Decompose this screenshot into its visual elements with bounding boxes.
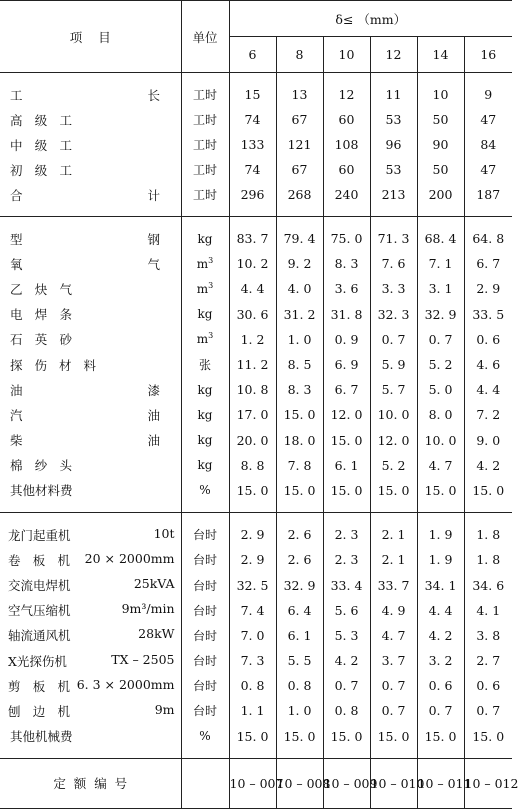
table-row [0,453,512,478]
value-cell: 9 [464,82,512,107]
row-spec: 9m³/min [121,601,175,617]
table-row [0,251,512,276]
value-cell: 187 [464,182,512,207]
value-cell: 67 [276,157,323,182]
table-row [0,598,512,623]
value-cell: 5. 3 [323,623,370,648]
row-name: 型 钢 [10,231,160,247]
row-unit: 工时 [181,107,229,132]
row-name: 其他材料费 [10,483,73,499]
value-cell: 34. 1 [417,572,464,597]
value-cell: 2. 1 [370,547,417,572]
value-cell: 5. 9 [370,352,417,377]
value-cell: 3. 7 [370,648,417,673]
value-cell: 4. 0 [276,276,323,301]
value-cell: 0. 6 [464,327,512,352]
value-cell: 240 [323,182,370,207]
footer-code: 10 – 007 [229,758,276,808]
value-cell: 15. 0 [370,478,417,503]
row-unit: 工时 [181,182,229,207]
row-name: 中 级 工 [10,137,72,153]
footer-code: 10 – 009 [323,758,370,808]
row-name: 初 级 工 [10,162,72,178]
row-spec: TX – 2505 [111,651,175,667]
value-cell: 6. 1 [276,623,323,648]
value-cell: 2. 7 [464,648,512,673]
value-cell: 68. 4 [417,226,464,251]
row-spec: 6. 3 × 2000mm [76,676,175,692]
value-cell: 3. 3 [370,276,417,301]
value-cell: 4. 2 [417,623,464,648]
table-row [0,724,512,749]
header-col: 6 [229,37,276,73]
value-cell: 53 [370,157,417,182]
row-name [0,623,181,648]
value-cell: 15. 0 [323,428,370,453]
value-cell: 7. 2 [464,402,512,427]
value-cell: 0. 7 [370,673,417,698]
row-unit: 工时 [181,82,229,107]
header-col: 16 [464,37,512,73]
row-name [0,598,181,623]
row-spec: 25kVA [133,576,175,592]
value-cell: 47 [464,157,512,182]
row-name: 高 级 工 [10,112,72,128]
value-cell: 4. 2 [323,648,370,673]
value-cell: 12 [323,82,370,107]
value-cell: 7. 6 [370,251,417,276]
row-name [0,547,181,572]
row-name-text: 空气压缩机 [8,603,71,619]
value-cell: 0. 6 [464,673,512,698]
value-cell: 15. 0 [323,724,370,749]
footer-code: 10 – 011 [417,758,464,808]
value-cell: 108 [323,132,370,157]
value-cell: 8. 3 [276,377,323,402]
row-name: 合 计 [10,187,160,203]
value-cell: 15. 0 [276,478,323,503]
value-cell: 83. 7 [229,226,276,251]
value-cell: 213 [370,182,417,207]
value-cell: 84 [464,132,512,157]
value-cell: 79. 4 [276,226,323,251]
table-row [0,157,512,182]
value-cell: 74 [229,107,276,132]
row-name-text: X光探伤机 [8,653,67,669]
row-name [0,572,181,597]
value-cell: 5. 6 [323,598,370,623]
table-row [0,377,512,402]
value-cell: 3. 1 [417,276,464,301]
footer-code: 10 – 012 [464,758,512,808]
row-name: 探 伤 材 料 [10,357,96,373]
value-cell: 0. 7 [370,327,417,352]
row-name-text: 交流电焊机 [8,578,71,594]
value-cell: 0. 8 [276,673,323,698]
value-cell: 4. 6 [464,352,512,377]
value-cell: 17. 0 [229,402,276,427]
header-col: 12 [370,37,417,73]
header-item: 项 目 [0,1,181,73]
value-cell: 10. 8 [229,377,276,402]
value-cell: 1. 2 [229,327,276,352]
value-cell: 60 [323,157,370,182]
value-cell: 0. 8 [229,673,276,698]
row-unit: kg [181,226,229,251]
value-cell: 2. 9 [464,276,512,301]
value-cell: 3. 6 [323,276,370,301]
value-cell: 18. 0 [276,428,323,453]
value-cell: 15. 0 [323,478,370,503]
value-cell: 32. 9 [276,572,323,597]
value-cell: 1. 9 [417,547,464,572]
value-cell: 90 [417,132,464,157]
value-cell: 8. 5 [276,352,323,377]
value-cell: 50 [417,157,464,182]
value-cell: 8. 3 [323,251,370,276]
value-cell: 33. 7 [370,572,417,597]
value-cell: 1. 8 [464,547,512,572]
value-cell: 10. 2 [229,251,276,276]
value-cell: 6. 7 [323,377,370,402]
value-cell: 31. 2 [276,302,323,327]
row-unit: $m^3$ [181,251,229,276]
value-cell: 64. 8 [464,226,512,251]
value-cell: 10. 0 [370,402,417,427]
row-unit: 张 [181,352,229,377]
row-unit: % [181,724,229,749]
value-cell: 15. 0 [276,402,323,427]
row-spec: 28kW [138,626,175,642]
value-cell: 60 [323,107,370,132]
value-cell: 15. 0 [229,724,276,749]
value-cell: 133 [229,132,276,157]
header-col: 8 [276,37,323,73]
value-cell: 75. 0 [323,226,370,251]
value-cell: 74 [229,157,276,182]
value-cell: 11. 2 [229,352,276,377]
value-cell: 4. 4 [229,276,276,301]
row-name: 柴 油 [10,433,160,449]
value-cell: 5. 7 [370,377,417,402]
table-row [0,182,512,207]
row-unit: kg [181,453,229,478]
row-unit: 工时 [181,132,229,157]
value-cell: 15. 0 [464,478,512,503]
row-unit: 台时 [181,623,229,648]
value-cell: 9. 0 [464,428,512,453]
value-cell: 7. 8 [276,453,323,478]
value-cell: 15 [229,82,276,107]
value-cell: 30. 6 [229,302,276,327]
value-cell: 6. 4 [276,598,323,623]
value-cell: 96 [370,132,417,157]
value-cell: 47 [464,107,512,132]
value-cell: 67 [276,107,323,132]
header-unit: 单位 [181,1,229,73]
value-cell: 6. 9 [323,352,370,377]
value-cell: 2. 6 [276,547,323,572]
value-cell: 2. 9 [229,522,276,547]
value-cell: 33. 5 [464,302,512,327]
table-row [0,572,512,597]
value-cell: 0. 7 [464,698,512,723]
value-cell: 10. 0 [417,428,464,453]
value-cell: 3. 8 [464,623,512,648]
row-unit: 台时 [181,572,229,597]
value-cell: 4. 7 [417,453,464,478]
table-row [0,648,512,673]
table-row [0,82,512,107]
row-spec: 9m [154,701,175,717]
value-cell: 50 [417,107,464,132]
row-name-text: 剪 板 机 [8,678,70,694]
row-unit: kg [181,377,229,402]
value-cell: 2. 9 [229,547,276,572]
table-row [0,623,512,648]
header-thickness: δ≤ （mm） [229,1,512,37]
row-unit: 台时 [181,648,229,673]
table-row [0,107,512,132]
table-row [0,327,512,352]
value-cell: 1. 8 [464,522,512,547]
row-name: 乙 炔 气 [10,281,72,297]
value-cell: 2. 3 [323,522,370,547]
value-cell: 15. 0 [417,724,464,749]
value-cell: 3. 2 [417,648,464,673]
value-cell: 9. 2 [276,251,323,276]
table-row [0,352,512,377]
row-name [0,522,181,547]
value-cell: 15. 0 [464,724,512,749]
value-cell: 200 [417,182,464,207]
value-cell: 5. 5 [276,648,323,673]
table-row [0,276,512,301]
value-cell: 5. 2 [417,352,464,377]
value-cell: 1. 1 [229,698,276,723]
table-row [0,478,512,503]
row-spec: 20 × 2000mm [84,550,175,566]
value-cell: 0. 7 [323,673,370,698]
value-cell: 121 [276,132,323,157]
row-name [0,698,181,723]
row-name: 电 焊 条 [10,307,72,323]
row-name-text: 卷 板 机 [8,552,70,568]
value-cell: 32. 9 [417,302,464,327]
row-unit: 台时 [181,673,229,698]
row-unit: $m^3$ [181,276,229,301]
footer-label: 定 额 编 号 [53,776,128,792]
value-cell: 4. 9 [370,598,417,623]
table-row [0,428,512,453]
row-name [0,673,181,698]
value-cell: 11 [370,82,417,107]
row-unit: 台时 [181,598,229,623]
footer-code: 10 – 010 [370,758,417,808]
value-cell: 4. 7 [370,623,417,648]
footer-code: 10 – 008 [276,758,323,808]
table-row [0,132,512,157]
value-cell: 12. 0 [323,402,370,427]
row-unit: kg [181,428,229,453]
row-unit: $m^3$ [181,327,229,352]
value-cell: 4. 1 [464,598,512,623]
row-unit: kg [181,402,229,427]
value-cell: 13 [276,82,323,107]
row-name [0,648,181,673]
row-name: 工 长 [10,87,160,103]
value-cell: 6. 7 [464,251,512,276]
value-cell: 15. 0 [276,724,323,749]
row-name: 汽 油 [10,407,160,423]
header-col: 14 [417,37,464,73]
value-cell: 32. 5 [229,572,276,597]
table-row [0,522,512,547]
value-cell: 15. 0 [229,478,276,503]
row-unit: 台时 [181,547,229,572]
row-spec: 10t [153,525,175,541]
row-unit: 工时 [181,157,229,182]
value-cell: 7. 1 [417,251,464,276]
value-cell: 268 [276,182,323,207]
value-cell: 5. 0 [417,377,464,402]
value-cell: 0. 7 [417,698,464,723]
table-row [0,547,512,572]
value-cell: 4. 4 [417,598,464,623]
row-name-text: 刨 边 机 [8,703,70,719]
value-cell: 5. 2 [370,453,417,478]
row-unit: kg [181,302,229,327]
value-cell: 2. 3 [323,547,370,572]
value-cell: 1. 0 [276,327,323,352]
row-unit: % [181,478,229,503]
row-unit: 台时 [181,698,229,723]
value-cell: 2. 1 [370,522,417,547]
row-name: 石 英 砂 [10,332,72,348]
header-col: 10 [323,37,370,73]
row-unit: 台时 [181,522,229,547]
value-cell: 15. 0 [370,724,417,749]
table-row [0,698,512,723]
value-cell: 71. 3 [370,226,417,251]
value-cell: 34. 6 [464,572,512,597]
value-cell: 1. 0 [276,698,323,723]
row-name-text: 轴流通风机 [8,628,71,644]
value-cell: 0. 9 [323,327,370,352]
value-cell: 33. 4 [323,572,370,597]
table-row [0,226,512,251]
table-row [0,673,512,698]
row-name: 棉 纱 头 [10,458,72,474]
value-cell: 0. 8 [323,698,370,723]
table-row [0,302,512,327]
value-cell: 7. 3 [229,648,276,673]
row-name: 油 漆 [10,382,160,398]
value-cell: 4. 4 [464,377,512,402]
value-cell: 4. 2 [464,453,512,478]
value-cell: 32. 3 [370,302,417,327]
value-cell: 53 [370,107,417,132]
value-cell: 7. 0 [229,623,276,648]
value-cell: 15. 0 [417,478,464,503]
value-cell: 8. 0 [417,402,464,427]
row-name-text: 龙门起重机 [8,527,71,543]
value-cell: 20. 0 [229,428,276,453]
value-cell: 296 [229,182,276,207]
row-name: 氧 气 [10,256,160,272]
value-cell: 7. 4 [229,598,276,623]
value-cell: 6. 1 [323,453,370,478]
value-cell: 8. 8 [229,453,276,478]
value-cell: 2. 6 [276,522,323,547]
value-cell: 0. 7 [417,327,464,352]
value-cell: 31. 8 [323,302,370,327]
value-cell: 12. 0 [370,428,417,453]
row-name: 其他机械费 [10,729,73,745]
value-cell: 1. 9 [417,522,464,547]
value-cell: 10 [417,82,464,107]
table-row [0,402,512,427]
value-cell: 0. 6 [417,673,464,698]
value-cell: 0. 7 [370,698,417,723]
